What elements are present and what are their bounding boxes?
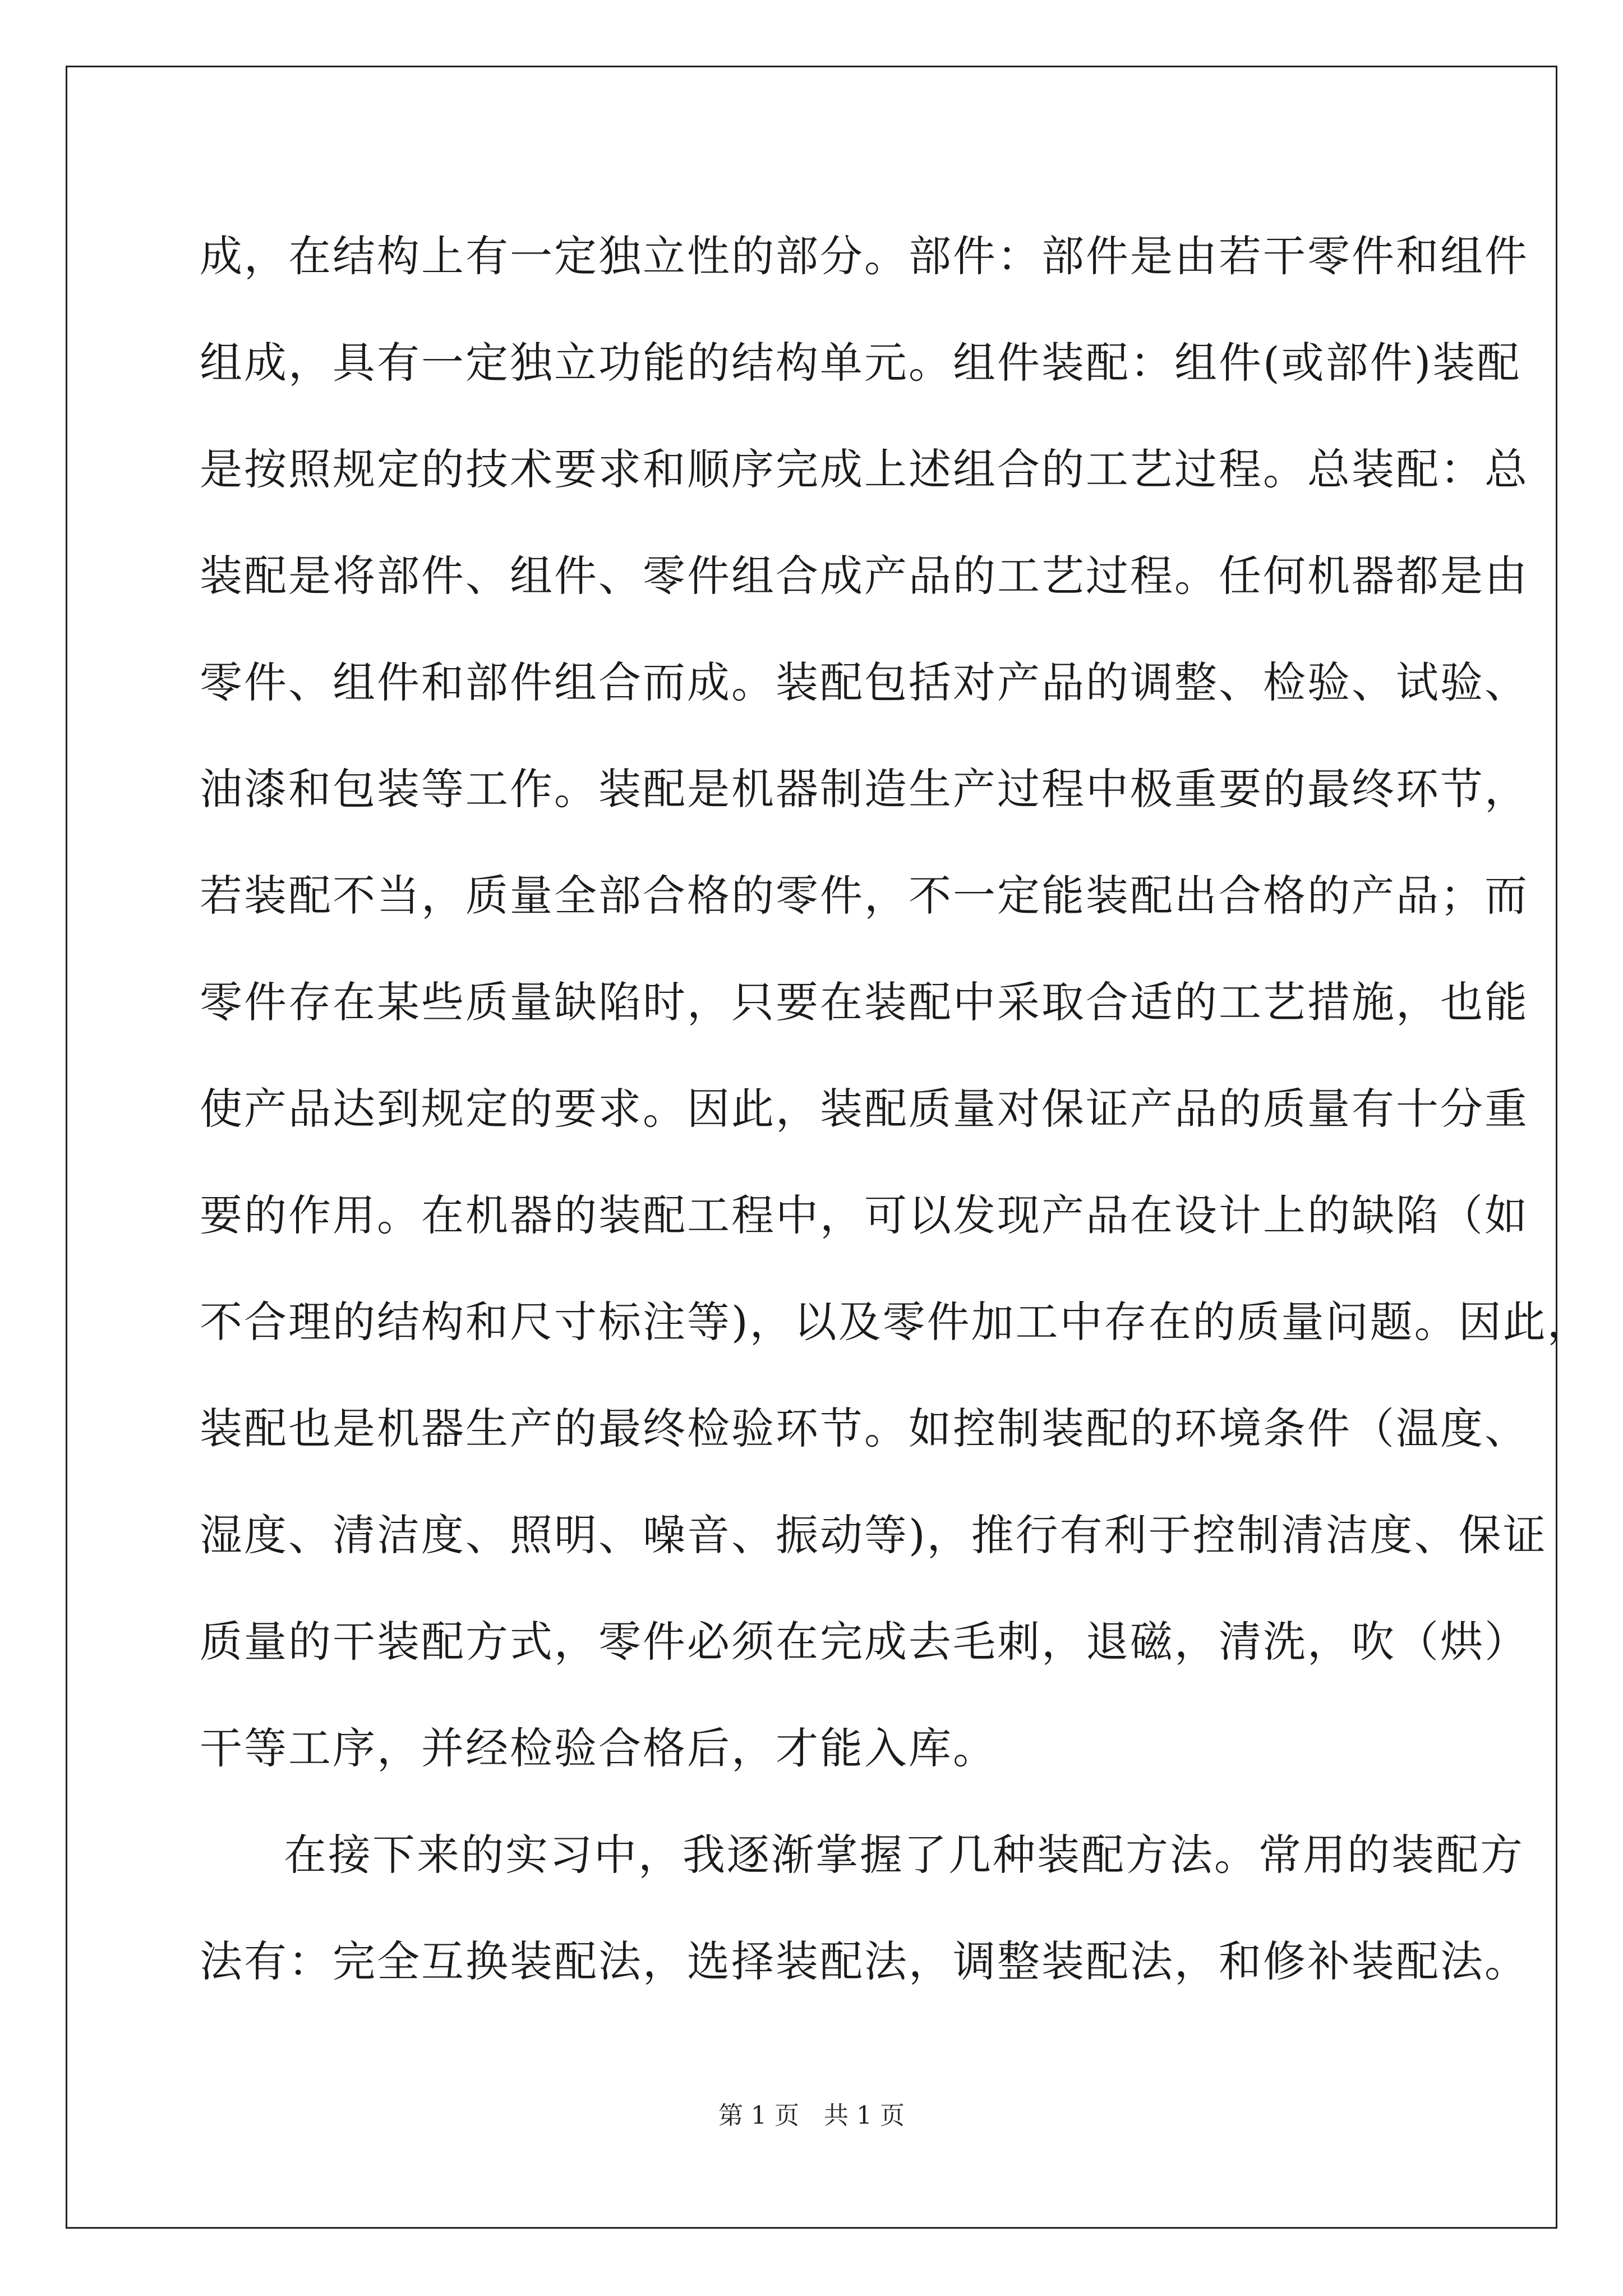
text-line: 不合理的结构和尺寸标注等)，以及零件加工中存在的质量问题。因此， — [200, 1297, 1592, 1347]
text-line: 零件存在某些质量缺陷时，只要在装配中采取合适的工艺措施，也能 — [200, 977, 1529, 1027]
paragraph-2 — [200, 1802, 1529, 2015]
text-line: 零件、组件和部件组合而成。装配包括对产品的调整、检验、试验、 — [200, 657, 1529, 707]
text-line: 若装配不当，质量全部合格的零件，不一定能装配出合格的产品；而 — [200, 871, 1529, 921]
text-line: 质量的干装配方式，零件必须在完成去毛刺，退磁，清洗，吹（烘） — [200, 1617, 1529, 1667]
text-line: 是按照规定的技术要求和顺序完成上述组合的工艺过程。总装配：总 — [200, 444, 1529, 494]
text-line: 装配也是机器生产的最终检验环节。如控制装配的环境条件（温度、 — [200, 1404, 1529, 1453]
text-line: 法有：完全互换装配法，选择装配法，调整装配法，和修补装配法。 — [200, 1936, 1529, 1986]
text-line: 使产品达到规定的要求。因此，装配质量对保证产品的质量有十分重 — [200, 1084, 1529, 1134]
document-body — [200, 203, 1592, 2015]
text-line: 油漆和包装等工作。装配是机器制造生产过程中极重要的最终环节， — [200, 764, 1529, 814]
text-line: 成，在结构上有一定独立性的部分。部件：部件是由若干零件和组件 — [200, 231, 1529, 281]
text-line: 湿度、清洁度、照明、噪音、振动等)，推行有利于控制清洁度、保证 — [200, 1510, 1547, 1560]
text-line: 组成，具有一定独立功能的结构单元。组件装配：组件(或部件)装配 — [200, 338, 1521, 388]
text-line: 在接下来的实习中，我逐渐掌握了几种装配方法。常用的装配方 — [284, 1830, 1524, 1880]
text-line: 干等工序，并经检验合格后，才能入库。 — [200, 1723, 997, 1773]
paragraph-1 — [200, 203, 1592, 1802]
text-line: 装配是将部件、组件、零件组合成产品的工艺过程。任何机器都是由 — [200, 551, 1529, 601]
text-line: 要的作用。在机器的装配工程中，可以发现产品在设计上的缺陷（如 — [200, 1190, 1529, 1240]
page-number-footer: 第 1 页 共 1 页 — [718, 2101, 905, 2130]
